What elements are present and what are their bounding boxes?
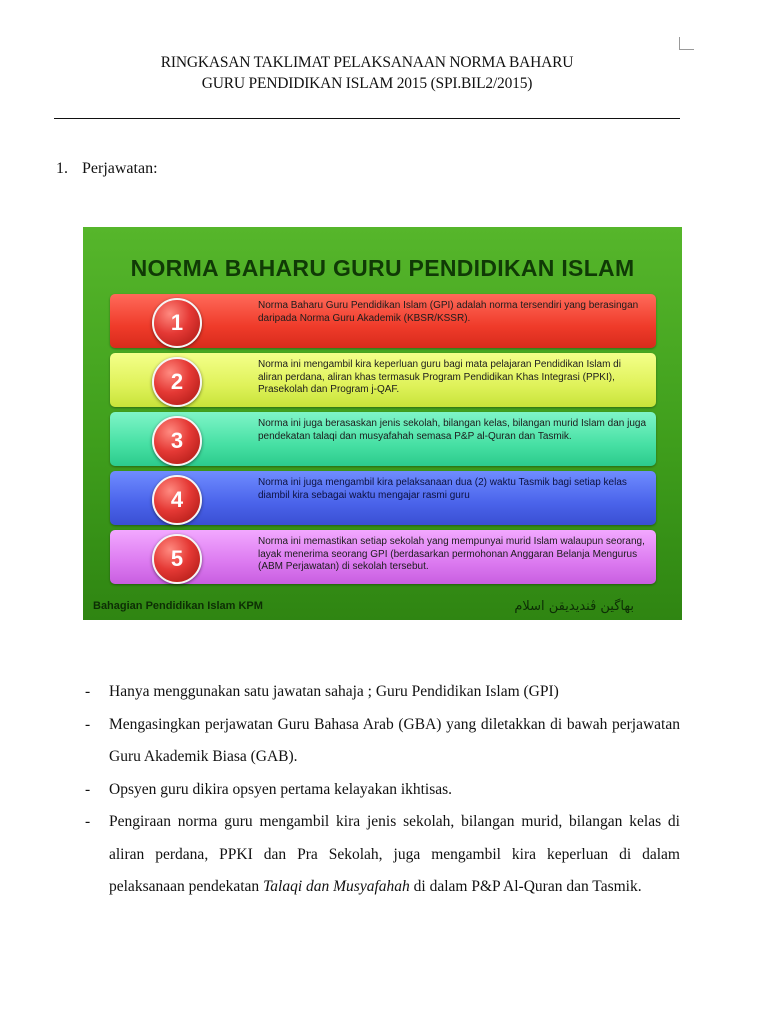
- number-badge: 5: [152, 534, 202, 584]
- card-text: Norma Baharu Guru Pendidikan Islam (GPI) adalah norma tersendiri yang berasingan daripada Norma Guru Akademik (KBSR/KSSR).: [258, 300, 639, 324]
- bullet-dash: -: [85, 813, 91, 830]
- section-number: 1.: [56, 160, 68, 177]
- number-badge: 1: [152, 298, 202, 348]
- infographic-footer-label: Bahagian Pendidikan Islam KPM: [93, 600, 263, 612]
- number-badge: 3: [152, 416, 202, 466]
- list-item: [80, 676, 680, 709]
- card-text: Norma ini mengambil kira keperluan guru bagi mata pelajaran Pendidikan Islam di aliran perdana, aliran khas termasuk Program Pendidikan Khas Integrasi (PPKI), Prasekolah dan Program j-QAF.: [258, 359, 621, 395]
- bullet-dash: -: [85, 715, 91, 733]
- bullet-text-part: Pengiraan norma guru mengambil kira jenis sekolah, bilangan murid, bilangan kelas di aliran perdana, PPKI dan Pra Sekolah, juga mengambil kira keperluan di dalam pelaksanaan pendekatan: [109, 813, 680, 895]
- document-header: [54, 52, 680, 94]
- card-text: Norma ini juga mengambil kira pelaksanaan dua (2) waktu Tasmik bagi setiap kelas diambil kira sebagai waktu mengajar rasmi guru: [258, 477, 627, 501]
- bullet-dash: -: [85, 683, 91, 700]
- card-text: Norma ini memastikan setiap sekolah yang mempunyai murid Islam walaupun seorang, layak menerima seorang GPI (berdasarkan permohonan Anggaran Belanja Mengurus (ABM Perjawatan) di sekolah tersebut.: [258, 536, 645, 572]
- bullet-list: [80, 676, 680, 904]
- bullet-dash: -: [85, 780, 91, 798]
- number-badge: 4: [152, 475, 202, 525]
- page-corner-mark: [679, 37, 694, 50]
- infographic-title: NORMA BAHARU GURU PENDIDIKAN ISLAM: [130, 255, 635, 281]
- bullet-text: Opsyen guru dikira opsyen pertama kelayakan ikhtisas.: [109, 780, 453, 798]
- norma-card-3: [110, 412, 656, 466]
- jawi-footer-label: بهاگين ڤنديديقن اسلام: [514, 599, 634, 614]
- card-text: Norma ini juga berasaskan jenis sekolah, bilangan kelas, bilangan murid Islam dan juga pendekatan talaqi dan musyafahah semasa P&P al-Quran dan Tasmik.: [258, 418, 647, 442]
- infographic: [83, 227, 682, 620]
- section-title: Perjawatan:: [82, 160, 158, 177]
- bullet-text-italic: Talaqi dan Musyafahah: [263, 878, 410, 895]
- list-item: [80, 806, 680, 904]
- norma-card-2: [110, 353, 656, 407]
- header-line-1: RINGKASAN TAKLIMAT PELAKSANAAN NORMA BAHARU: [160, 54, 574, 71]
- norma-card-1: [110, 294, 656, 348]
- bullet-text: Mengasingkan perjawatan Guru Bahasa Arab (GBA) yang diletakkan di bawah perjawatan Guru Akademik Biasa (GAB).: [109, 715, 680, 765]
- number-badge: 2: [152, 357, 202, 407]
- section-heading: [56, 160, 158, 178]
- norma-card-5: [110, 530, 656, 584]
- header-rule: [54, 118, 680, 119]
- list-item: [80, 709, 680, 774]
- bullet-text-part: di dalam P&P Al-Quran dan Tasmik.: [409, 878, 642, 895]
- list-item: [80, 774, 680, 807]
- bullet-text: Hanya menggunakan satu jawatan sahaja ; Guru Pendidikan Islam (GPI): [109, 683, 559, 700]
- header-line-2: GURU PENDIDIKAN ISLAM 2015 (SPI.BIL2/2015): [201, 75, 533, 92]
- norma-card-4: [110, 471, 656, 525]
